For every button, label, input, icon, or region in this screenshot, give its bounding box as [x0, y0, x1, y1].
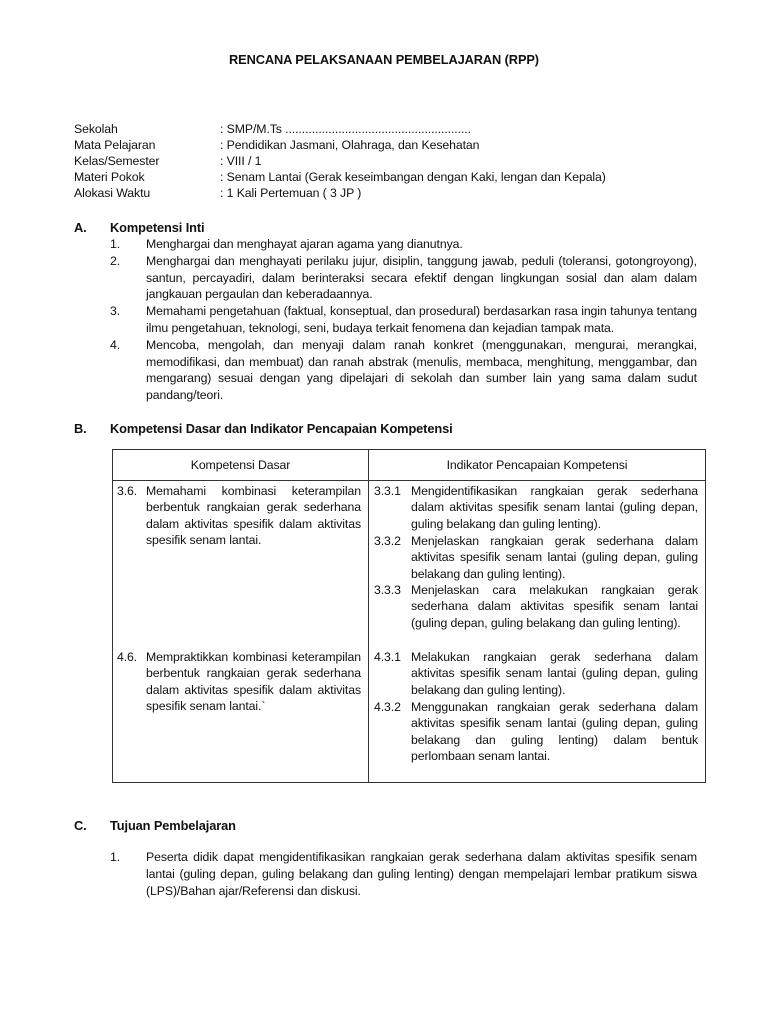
section-c-letter: C. — [74, 818, 87, 833]
ipk-item — [374, 699, 698, 764]
table-header-kd: Kompetensi Dasar — [190, 458, 291, 472]
ipk-number: 3.3.1 — [374, 484, 401, 498]
section-c-title: Tujuan Pembelajaran — [110, 818, 236, 833]
identity-value: : Pendidikan Jasmani, Olahraga, dan Kesehatan — [220, 138, 480, 152]
table-header-ipk: Indikator Pencapaian Kompetensi — [446, 458, 628, 472]
identity-row-alokasi-waktu — [74, 185, 361, 201]
ki-item — [110, 303, 697, 336]
kd-number: 3.6. — [117, 484, 138, 498]
ipk-text: Mengidentifikasikan rangkaian gerak sederhana dalam aktivitas spesifik senam lantai (guling depan, guling belakang dan guling lenting). — [411, 484, 698, 531]
ipk-text: Menjelaskan rangkaian gerak sederhana dalam aktivitas spesifik senam lantai (guling depan, guling belakang dan guling lenting). — [411, 534, 698, 581]
kd-ipk-table — [112, 449, 706, 783]
identity-row-materi-pokok — [74, 169, 606, 185]
ki-number: 4. — [110, 338, 121, 352]
ki-text: Menghargai dan menghayati perilaku jujur, disiplin, tanggung jawab, peduli (toleransi, gotongroyong), santun, percayadiri, dalam berinteraksi secara efektif dengan lingkungan sosial dan alam dalam jangkauan pergaulan dan keberadaannya. — [146, 254, 697, 301]
ki-number: 3. — [110, 304, 121, 318]
ipk-number: 3.3.2 — [374, 534, 401, 548]
ipk-number: 4.3.1 — [374, 650, 401, 664]
page-title: RENCANA PELAKSANAAN PEMBELAJARAN (RPP) — [229, 52, 539, 67]
identity-label: Kelas/Semester — [74, 154, 160, 168]
ipk-item — [374, 483, 698, 532]
section-a-title: Kompetensi Inti — [110, 220, 205, 235]
section-a-letter: A. — [74, 220, 87, 235]
identity-row-mata-pelajaran — [74, 137, 479, 153]
kd-number: 4.6. — [117, 650, 138, 664]
ipk-text: Menggunakan rangkaian gerak sederhana dalam aktivitas spesifik senam lantai (guling depan, guling belakang dan guling lenting) dalam bentuk perlombaan senam lantai. — [411, 700, 698, 763]
ipk-text: Menjelaskan cara melakukan rangkaian gerak sederhana dalam aktivitas spesifik senam lantai (guling depan, guling belakang dan guling lenting). — [411, 583, 698, 630]
kd-text: Mempraktikkan kombinasi keterampilan berbentuk rangkaian gerak sederhana dalam aktivitas spesifik dalam aktivitas spesifik senam lantai.` — [146, 650, 361, 713]
kd-item — [117, 483, 361, 548]
identity-value: : SMP/M.Ts ........................................................ — [220, 122, 471, 136]
ipk-number: 3.3.3 — [374, 583, 401, 597]
identity-value: : VIII / 1 — [220, 154, 262, 168]
section-b-letter: B. — [74, 421, 87, 436]
ipk-item — [374, 533, 698, 582]
identity-label: Mata Pelajaran — [74, 138, 156, 152]
ki-text: Menghargai dan menghayat ajaran agama yang dianutnya. — [146, 237, 463, 251]
ki-number: 1. — [110, 237, 121, 251]
ipk-item — [374, 582, 698, 631]
ki-item — [110, 253, 697, 303]
table-header-divider — [113, 480, 705, 481]
section-b-title: Kompetensi Dasar dan Indikator Pencapaian Kompetensi — [110, 421, 453, 436]
tujuan-text: Peserta didik dapat mengidentifikasikan rangkaian gerak sederhana dalam aktivitas spesifik senam lantai (guling depan, guling belakang dan guling lenting) dengan mempelajari lembar pratikum siswa (LPS)/Bahan ajar/Referensi dan diskusi. — [146, 850, 697, 898]
identity-row-kelas-semester — [74, 153, 261, 169]
identity-label: Sekolah — [74, 122, 118, 136]
ki-item — [110, 337, 697, 403]
identity-row-sekolah — [74, 121, 471, 137]
ipk-item — [374, 649, 698, 698]
ki-text: Memahami pengetahuan (faktual, konseptual, dan prosedural) berdasarkan rasa ingin tahunya tentang ilmu pengetahuan, teknologi, seni, budaya terkait fenomena dan kejadian tampak mata. — [146, 304, 697, 335]
kd-text: Memahami kombinasi keterampilan berbentuk rangkaian gerak sederhana dalam aktivitas spesifik dalam aktivitas spesifik senam lantai. — [146, 484, 361, 547]
ipk-number: 4.3.2 — [374, 700, 401, 714]
tujuan-number: 1. — [110, 850, 121, 864]
identity-value: : 1 Kali Pertemuan ( 3 JP ) — [220, 186, 362, 200]
ipk-text: Melakukan rangkaian gerak sederhana dalam aktivitas spesifik senam lantai (guling depan, guling belakang dan guling lenting). — [411, 650, 698, 697]
identity-label: Alokasi Waktu — [74, 186, 151, 200]
identity-label: Materi Pokok — [74, 170, 145, 184]
identity-value: : Senam Lantai (Gerak keseimbangan dengan Kaki, lengan dan Kepala) — [220, 170, 606, 184]
tujuan-item — [110, 849, 697, 900]
table-column-divider — [368, 450, 369, 782]
kd-item — [117, 649, 361, 714]
ki-item — [110, 236, 697, 253]
ki-number: 2. — [110, 254, 121, 268]
ki-text: Mencoba, mengolah, dan menyaji dalam ranah konkret (menggunakan, mengurai, merangkai, memodifikasi, dan membuat) dan ranah abstrak (menulis, membaca, menghitung, menggambar, dan mengarang) sesuai dengan yang dipelajari di sekolah dan sumber lain yang sama dalam sudut pandang/teori. — [146, 338, 697, 402]
